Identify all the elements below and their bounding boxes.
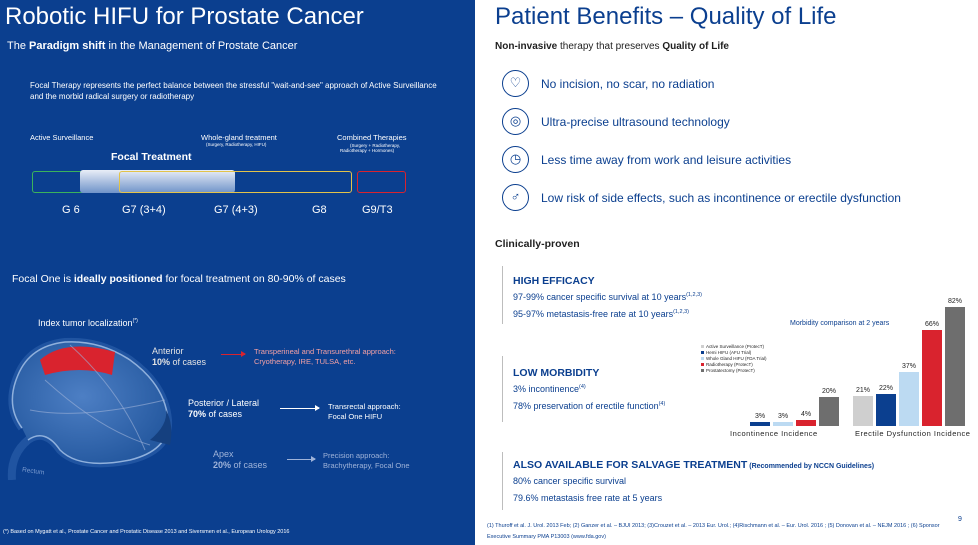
zone-posterior-name: Posterior / Lateral <box>188 398 260 408</box>
zone-cases: of cases <box>231 460 268 470</box>
bar-value-label: 37% <box>901 363 916 371</box>
legend-swatch <box>701 357 704 360</box>
posterior-arrow <box>280 408 319 409</box>
efficacy-line-1-text: 97-99% cancer specific survival at 10 years <box>513 292 687 302</box>
efficacy-line-2 <box>513 309 689 319</box>
left-panel <box>0 0 475 545</box>
bar-value-label: 4% <box>800 411 812 419</box>
right-footnote: (1) Thuroff et al. J. Urol. 2013 Feb; (2) Ganzer et al. – BJUI 2013; (3)Crouzet et al. – 2013 Eur. Urol.; (4)Rischmann et al. – Eur. Urol. 2016 ; (5) Donovan et al. – NEJM 2016 ; (6) Sponsor Executive Summary PMA P13003 (www.fda.gov) <box>487 523 940 540</box>
ideal-pre: Focal One is <box>12 273 74 285</box>
chart-bar <box>876 394 896 426</box>
morbidity-line-1-sup: (4) <box>579 384 586 390</box>
zone-anterior-approach-2: Cryotherapy, IRE, TULSA, etc. <box>254 357 356 366</box>
target-icon: ◎ <box>502 108 529 135</box>
efficacy-line-1-sup: (1,2,3) <box>686 292 702 298</box>
bar-value-label: 66% <box>924 321 939 329</box>
benefit-text: Ultra-precise ultrasound technology <box>541 115 730 129</box>
morbidity-line-1 <box>513 384 586 394</box>
index-loc-text: Index tumor localization <box>38 318 133 328</box>
ideal-position-text <box>12 273 346 285</box>
combined-sublabel-2: Radiotherapy + Hormones) <box>340 148 395 153</box>
efficacy-line-1 <box>513 292 702 302</box>
grade-label: G7 (4+3) <box>214 204 258 216</box>
legend-label: Whole Gland HIFU (FDA Trial) <box>706 355 767 361</box>
morbidity-heading: LOW MORBIDITY <box>513 367 600 379</box>
legend-label: Prostatectomy (ProtecT) <box>706 367 755 373</box>
zone-cases: of cases <box>170 357 207 367</box>
salvage-line-1: 80% cancer specific survival <box>513 476 627 486</box>
salvage-heading-text: ALSO AVAILABLE FOR SALVAGE TREATMENT <box>513 459 748 471</box>
clinically-proven-heading: Clinically-proven <box>495 238 580 250</box>
legend-swatch <box>701 351 704 354</box>
salvage-line-2: 79.6% metastasis free rate at 5 years <box>513 493 663 503</box>
chart-title: Morbidity comparison at 2 years <box>790 320 890 327</box>
morbidity-divider <box>502 356 503 422</box>
chart-bar <box>853 396 873 426</box>
subtitle-bold: Paradigm shift <box>29 40 106 52</box>
zone-posterior-approach-2: Focal One HIFU <box>328 412 383 421</box>
chart-bar <box>750 422 770 426</box>
efficacy-heading: HIGH EFFICACY <box>513 275 595 287</box>
subtitle-bold-2: Quality of Life <box>662 41 729 52</box>
zone-apex-approach-2: Brachytherapy, Focal One <box>323 461 410 470</box>
scale-whole-gland-segment <box>119 171 352 193</box>
legend-label: Radiotherapy (ProtecT) <box>706 361 753 367</box>
whole-gland-label: Whole-gland treatment <box>201 133 277 142</box>
zone-pct-value: 20% <box>213 460 232 470</box>
bar-value-label: 82% <box>947 298 962 305</box>
morbidity-chart <box>721 300 978 426</box>
right-panel <box>475 0 978 545</box>
legend-label: Hemi HIFU (AFU Trial) <box>706 349 752 355</box>
zone-cases: of cases <box>206 409 243 419</box>
zone-apex-name: Apex <box>213 449 234 459</box>
clock-icon: ◷ <box>502 146 529 173</box>
chart-bar <box>773 422 793 426</box>
left-subtitle <box>7 40 297 52</box>
zone-posterior-pct <box>188 409 242 420</box>
chart-bar <box>922 330 942 426</box>
morbidity-line-2-sup: (4) <box>658 401 666 407</box>
zone-anterior-approach-1: Transperineal and Transurethral approach: <box>254 347 396 356</box>
benefit-text: No incision, no scar, no radiation <box>541 77 715 91</box>
heart-icon: ♡ <box>502 70 529 97</box>
right-title: Patient Benefits – Quality of Life <box>495 3 837 30</box>
grade-label: G9/T3 <box>362 204 393 216</box>
active-surveillance-label: Active Surveillance <box>30 133 94 142</box>
morbidity-line-2 <box>513 401 665 411</box>
grade-label: G7 (3+4) <box>122 204 166 216</box>
morbidity-line-1-text: 3% incontinence <box>513 384 580 394</box>
subtitle-post: in the Management of Prostate Cancer <box>105 40 298 52</box>
salvage-heading <box>513 459 874 471</box>
bar-value-label: 3% <box>754 412 766 420</box>
combined-sublabel-1: (Surgery + Radiotherapy, <box>350 143 401 148</box>
benefit-text: Low risk of side effects, such as incontinence or erectile dysfunction <box>541 191 901 205</box>
bar-value-label: 21% <box>855 386 870 394</box>
index-tumor-title <box>38 318 138 328</box>
left-footnote: (*) Based on Mygatt et al., Prostate Cancer and Prostatic Disease 2013 and Siversmen et al., European Urology 2016 <box>3 529 290 535</box>
zone-apex-approach-1: Precision approach: <box>323 451 390 460</box>
bar-value-label: 3% <box>777 412 789 420</box>
bar-value-label: 20% <box>821 387 836 395</box>
zone-pct-value: 70% <box>188 409 207 419</box>
subtitle-pre: The <box>7 40 30 52</box>
scale-combined-segment <box>357 171 406 193</box>
grade-label: G 6 <box>62 204 80 216</box>
zone-anterior-pct <box>152 357 206 368</box>
chart-bar <box>796 420 816 426</box>
benefit-text: Less time away from work and leisure activities <box>541 153 792 167</box>
grade-label: G8 <box>312 204 327 216</box>
combined-therapies-label: Combined Therapies <box>337 133 407 142</box>
index-loc-sup: (*) <box>132 318 138 324</box>
anterior-arrow <box>221 354 245 355</box>
legend-swatch <box>701 345 704 348</box>
whole-gland-sublabel: (Surgery, Radiotherapy, HIFU) <box>206 142 267 147</box>
zone-anterior-name: Anterior <box>152 346 184 356</box>
zone-pct-value: 10% <box>152 357 171 367</box>
page-number: 9 <box>958 516 962 523</box>
morbidity-line-2-text: 78% preservation of erectile function <box>513 401 659 411</box>
subtitle-mid: therapy that preserves <box>557 41 663 52</box>
right-subtitle <box>495 41 729 52</box>
x-axis-label: Erectile Dysfunction Incidence <box>855 429 971 438</box>
efficacy-line-2-text: 95-97% metastasis-free rate at 10 years <box>513 309 674 319</box>
legend-swatch <box>701 363 704 366</box>
zone-posterior-approach-1: Transrectal approach: <box>328 402 401 411</box>
zone-apex-pct <box>213 460 267 471</box>
subtitle-bold-1: Non-invasive <box>495 41 558 52</box>
x-axis-label: Incontinence Incidence <box>730 429 818 438</box>
chart-bar <box>945 307 965 426</box>
legend-label: Active Surveillance (ProtecT) <box>706 343 765 349</box>
ideal-post: for focal treatment on 80-90% of cases <box>162 273 346 285</box>
bar-value-label: 22% <box>878 385 893 393</box>
legend-swatch <box>701 369 704 372</box>
male-symbol-icon: ♂ <box>502 184 529 211</box>
efficacy-line-2-sup: (1,2,3) <box>673 309 689 315</box>
apex-arrow <box>287 459 315 460</box>
focal-treatment-label: Focal Treatment <box>111 151 192 163</box>
efficacy-divider <box>502 266 503 324</box>
salvage-divider <box>502 452 503 510</box>
chart-bar <box>819 397 839 426</box>
focal-description: Focal Therapy represents the perfect balance between the stressful "wait-and-see" approach of Active Surveillance and the morbid radical surgery or radiotherapy <box>30 81 437 101</box>
ideal-bold: ideally positioned <box>73 273 163 285</box>
rectum-label: Rectum <box>21 466 45 477</box>
chart-bar <box>899 372 919 426</box>
salvage-heading-note: (Recommended by NCCN Guidelines) <box>747 463 875 470</box>
left-title: Robotic HIFU for Prostate Cancer <box>5 3 364 30</box>
